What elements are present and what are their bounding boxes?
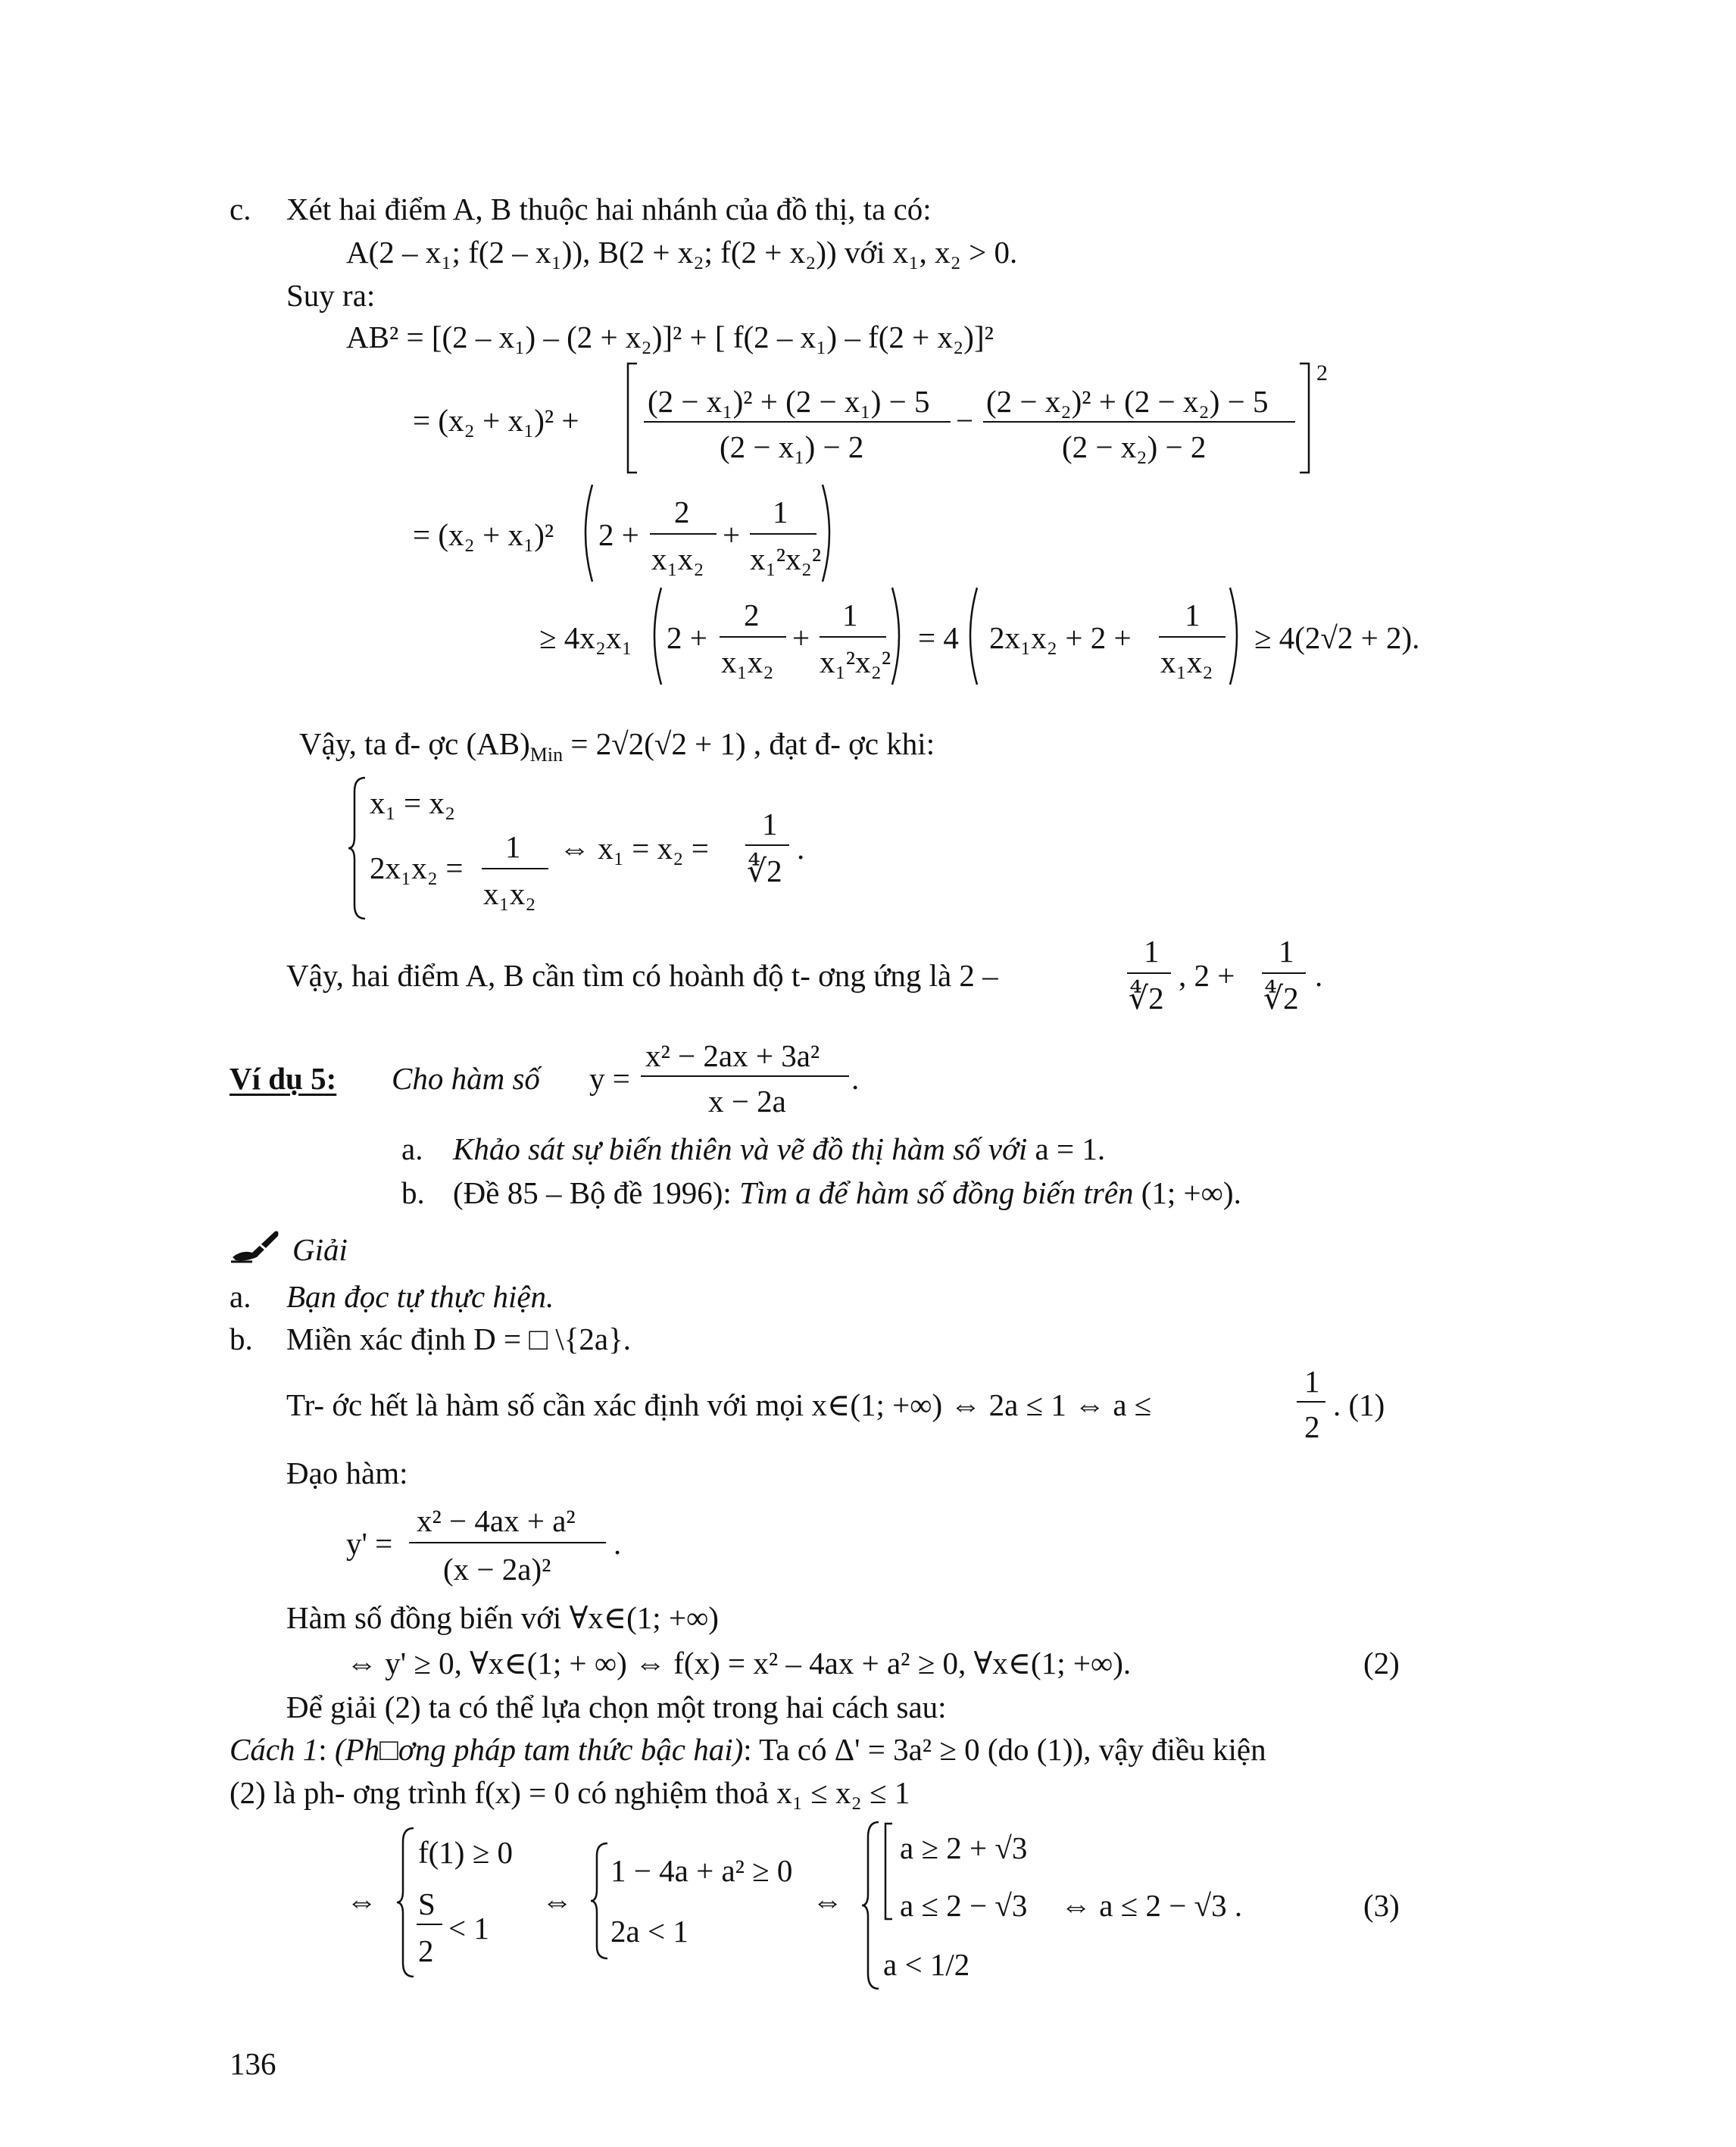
sol-b-label: b. [229, 1322, 253, 1356]
derivative-lhs: y' = [346, 1526, 393, 1561]
eq2-frac2-num: (2 − x₂)² + (2 − x₂) − 5 [986, 384, 1269, 419]
points-ab: A(2 – x₁; f(2 – x₁)), B(2 + x₂; f(2 + x₂)) với x₁, x₂ > 0. [346, 235, 1018, 270]
frac-num: 2 [744, 598, 760, 632]
union-bracket [883, 1822, 894, 1921]
function-lhs: y = [589, 1061, 630, 1096]
example-prompt: Cho hàm số [392, 1061, 540, 1096]
fraction-bar [644, 421, 951, 423]
sysA-lt1: < 1 [448, 1911, 489, 1946]
derivative-num: x² − 4ax + a² [417, 1503, 576, 1538]
right-paren [1229, 586, 1245, 686]
method-intro: Để giải (2) ta có thể lựa chọn một trong hai cách sau: [286, 1690, 947, 1724]
fraction-bar [1262, 972, 1306, 974]
eq2-exponent: 2 [1316, 360, 1328, 385]
sysB-1: 1 − 4a + a² ≥ 0 [610, 1853, 793, 1888]
cach1-line: Cách 1: (Ph□ơng pháp tam thức bậc hai): Ta có Δ' = 3a² ≥ 0 (do (1)), vậy điều kiện [229, 1732, 1266, 1767]
frac-den: x₁²x₂² [750, 541, 822, 576]
frac-den: x₁²x₂² [820, 644, 891, 679]
eq4-equals-4: = 4 [918, 620, 959, 655]
function-num: x² − 2ax + 3a² [645, 1038, 820, 1073]
frac-den: x₁x₂ [1160, 644, 1213, 679]
eq3-lead: = (x₂ + x₁)² [413, 517, 554, 552]
equiv-3: ⇔ [812, 1883, 843, 1918]
frac-num: 1 [1279, 934, 1294, 969]
right-paren [821, 483, 838, 583]
fraction-bar [983, 421, 1295, 423]
frac-num: 1 [773, 495, 788, 529]
fourth-root-2: ∜2 [747, 853, 782, 888]
function-den: x − 2a [708, 1084, 786, 1119]
sol-a-text: Bạn đọc tự thực hiện. [286, 1279, 554, 1314]
sysB-2: 2a < 1 [610, 1914, 688, 1949]
frac-num: 1 [505, 829, 521, 864]
sysC-3: a < 1/2 [883, 1947, 970, 1982]
item-c-label: c. [229, 192, 251, 226]
condition-line: ⇔ y' ≥ 0, ∀x∈(1; + ∞) ⇔ f(x) = x² – 4ax + a² ≥ 0, ∀x∈(1; +∞). [346, 1646, 1132, 1680]
conclusion-mid: , 2 + [1179, 958, 1235, 993]
item-c-intro: Xét hai điểm A, B thuộc hai nhánh của đồ thị, ta có: [286, 192, 932, 226]
conclusion-abscissas: Vậy, hai điểm A, B cần tìm có hoành độ t- ơng ứng là 2 – [286, 958, 998, 993]
frac-num: 1 [1185, 598, 1201, 632]
sysA-2: 2 [418, 1933, 434, 1968]
eq2-frac1-den: (2 − x₁) − 2 [720, 429, 864, 464]
fraction-bar [1159, 636, 1226, 638]
sysC-1: a ≥ 2 + √3 [900, 1830, 1028, 1865]
system-brace [589, 1842, 610, 1960]
system-brace [395, 1827, 417, 1978]
suy-ra: Suy ra: [286, 278, 376, 313]
final-result: ⇔ a ≤ 2 − √3 . [1060, 1888, 1243, 1923]
period: . [797, 831, 805, 866]
left-paren [962, 586, 979, 686]
frac-den: x₁x₂ [483, 876, 536, 911]
page-number: 136 [229, 2046, 276, 2081]
frac-num: 1 [842, 598, 858, 632]
half-num: 1 [1304, 1364, 1320, 1399]
left-bracket [625, 362, 640, 476]
condition-tag: (2) [1363, 1646, 1400, 1680]
eq4-tail: ≥ 4(2√2 + 2). [1254, 620, 1420, 655]
fourth-root-2: ∜2 [1263, 981, 1299, 1016]
derivative-label: Đạo hàm: [286, 1456, 408, 1490]
eq2-lead: = (x₂ + x₁)² + [413, 403, 579, 438]
left-paren [577, 483, 594, 583]
monotone-line: Hàm số đồng biến với ∀x∈(1; +∞) [286, 1600, 719, 1635]
frac-num: 2 [674, 495, 690, 529]
fraction-bar [482, 868, 548, 869]
equiv-1: ⇔ [346, 1883, 377, 1918]
fraction-bar [720, 636, 786, 638]
frac-num: 1 [1144, 934, 1160, 969]
frac-den: x₁x₂ [721, 644, 774, 679]
fraction-bar [650, 533, 717, 535]
fraction-bar [750, 533, 816, 535]
fourth-root-2: ∜2 [1129, 981, 1164, 1016]
fraction-bar [1127, 972, 1171, 974]
system-eq2: 2x₁x₂ = [370, 850, 464, 885]
fraction-bar [417, 1924, 442, 1925]
frac-num: 1 [762, 807, 778, 841]
left-paren [646, 586, 663, 686]
sysA-1: f(1) ≥ 0 [418, 1835, 513, 1870]
conclusion-ab-min: Vậy, ta đ- ợc $(AB)_{Min} = 2√2(√2 + 1)$ , đạt đ- ợc khi: [299, 726, 935, 766]
fraction-bar [641, 1075, 849, 1077]
final-tag: (3) [1363, 1888, 1400, 1923]
domain-tag: . (1) [1333, 1387, 1385, 1422]
right-bracket [1297, 362, 1312, 476]
example-heading: Ví dụ 5: [229, 1061, 337, 1096]
system-eq1: x₁ = x₂ [370, 785, 456, 820]
system-brace [347, 776, 368, 920]
system-result: ⇔ x₁ = x₂ = [559, 831, 709, 866]
equiv-2: ⇔ [542, 1883, 573, 1918]
fraction-bar [820, 636, 886, 638]
sysA-S: S [418, 1886, 436, 1921]
pen-hand-icon [229, 1227, 281, 1263]
period: . [851, 1061, 860, 1096]
half-den: 2 [1304, 1409, 1320, 1444]
frac-den: x₁x₂ [651, 541, 704, 576]
fraction-bar [409, 1542, 606, 1543]
sol-a-label: a. [229, 1279, 251, 1314]
derivative-den: (x − 2a)² [443, 1552, 551, 1587]
system-brace [860, 1821, 882, 1990]
sol-b-text: Miền xác định D = □ \{2a}. [286, 1322, 632, 1356]
solution-title: Giải [292, 1232, 348, 1267]
sysC-2: a ≤ 2 − √3 [900, 1888, 1028, 1923]
period: . [614, 1526, 622, 1561]
eq3-two-plus: 2 + [598, 517, 639, 552]
right-paren [891, 586, 907, 686]
cach1-line2: (2) là ph- ơng trình f(x) = 0 có nghiệm thoả x₁ ≤ x₂ ≤ 1 [229, 1775, 910, 1810]
eq4-plus: + [792, 620, 810, 655]
eq2-frac1-num: (2 − x₁)² + (2 − x₁) − 5 [648, 384, 930, 419]
ab-squared-line: AB² = [(2 – x₁) – (2 + x₂)]² + [ f(2 – x₁) – f(2 + x₂)]² [346, 320, 994, 354]
domain-line: Tr- ớc hết là hàm số cần xác định với mọi x∈(1; +∞) ⇔ 2a ≤ 1 ⇔ a ≤ [286, 1387, 1152, 1422]
eq2-minus: − [956, 403, 974, 438]
eq2-frac2-den: (2 − x₂) − 2 [1062, 429, 1207, 464]
eq4-lead: ≥ 4x₂x₁ [539, 620, 632, 655]
item-b: (Đề 85 – Bộ đề 1996): Tìm a để hàm số đồng biến trên (1; +∞). [453, 1175, 1241, 1210]
fraction-bar [745, 844, 789, 846]
period: . [1315, 958, 1323, 993]
eq4-two-plus: 2 + [667, 620, 707, 655]
item-a: Khảo sát sự biến thiên và vẽ đồ thị hàm số với a = 1. [453, 1131, 1106, 1166]
fraction-bar [1297, 1401, 1325, 1403]
item-a-label: a. [401, 1131, 423, 1166]
eq3-plus: + [723, 517, 741, 552]
eq4-inner: 2x₁x₂ + 2 + [989, 620, 1132, 655]
item-b-label: b. [401, 1175, 425, 1210]
